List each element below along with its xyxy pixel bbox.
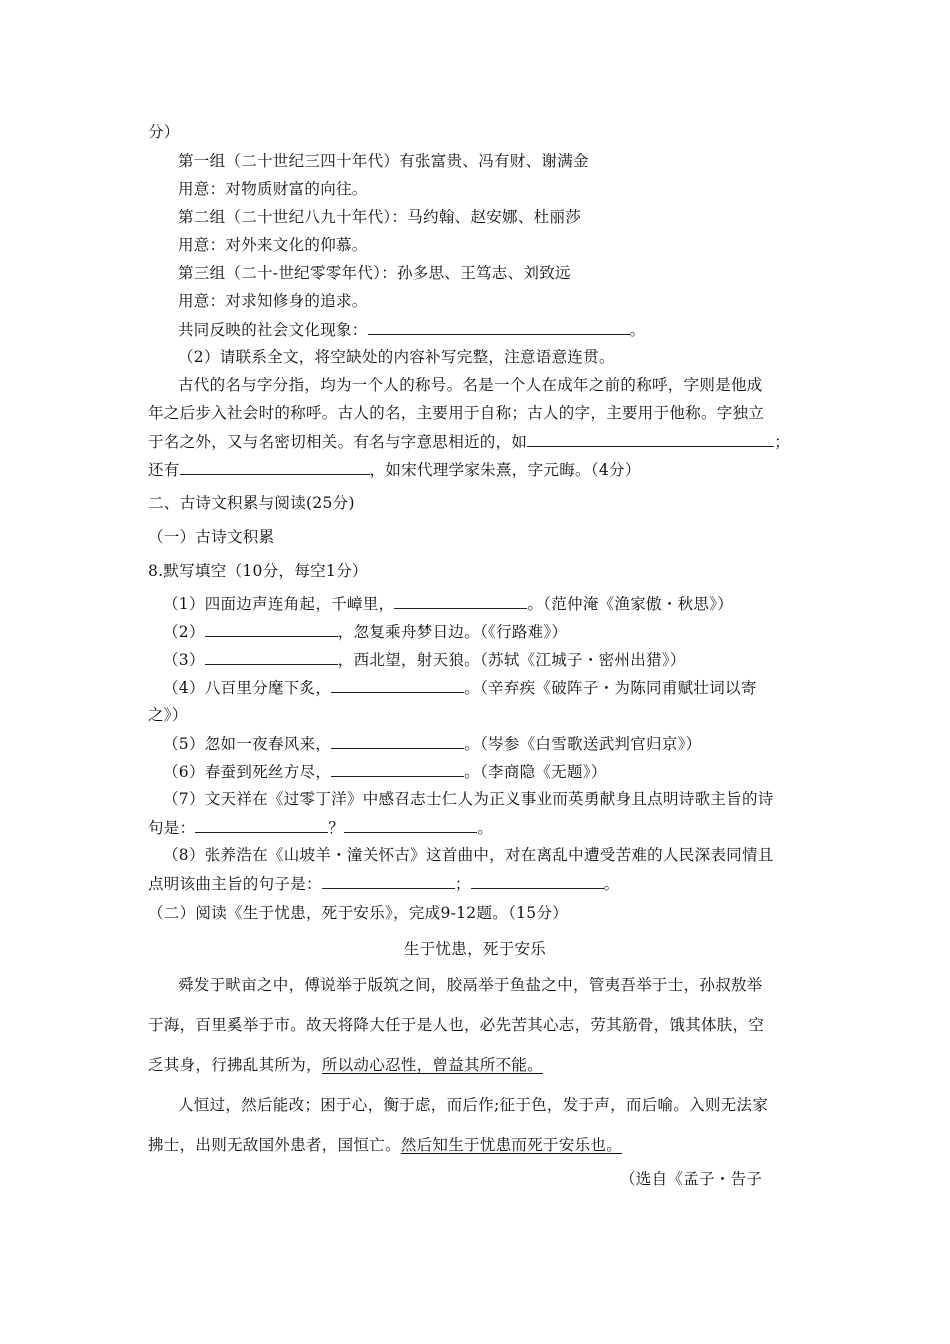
intent3-line: 用意：对求知修身的追求。 — [178, 292, 368, 310]
passage-source: （选自《孟子・告子 — [620, 1170, 763, 1188]
q7-2-prompt: （2）请联系全文，将空缺处的内容补写完整，注意语意连贯。 — [178, 348, 615, 366]
q8-item-5-text: （5）忽如一夜春风来， — [163, 735, 332, 753]
q8-item-8-sep: ； — [454, 875, 471, 893]
q8-item-2-num: （2） — [163, 623, 205, 641]
q8-item-4-cont: 之》） — [148, 706, 188, 724]
q8-item-8-label: 点明该曲主旨的句子是： — [148, 875, 322, 893]
q8-item-3-num: （3） — [163, 651, 205, 669]
q8-item-1-text: （1）四面边声连角起，千嶂里， — [163, 595, 395, 613]
para-line-4-end: ，如宋代理学家朱熹，字元晦。（4分） — [369, 461, 641, 479]
q8-item-7-blank-2[interactable] — [344, 817, 477, 833]
subsection-1-title: （一）古诗文积累 — [148, 528, 275, 546]
q8-item-1-source: 。（范仲淹《渔家傲・秋思》） — [527, 595, 734, 613]
q8-item-8-end: 。 — [603, 875, 620, 893]
q8-item-7-end: 。 — [477, 819, 494, 837]
passage-underlined-1: 所以动心忍性，曾益其所不能。 — [321, 1056, 544, 1074]
para-line-4-start: 还有 — [148, 461, 180, 479]
passage-line-1: 舜发于畎亩之中，傅说举于版筑之间，胶鬲举于鱼盐之中，管夷吾举于士，孙叔敖举 — [178, 976, 763, 994]
q8-item-7: （7）文天祥在《过零丁洋》中感召志士仁人为正义事业而英勇献身且点明诗歌主旨的诗 — [163, 790, 774, 808]
group2-line: 第二组（二十世纪八九十年代）：马约翰、赵安娜、杜丽莎 — [178, 208, 582, 226]
q8-item-4-blank[interactable] — [331, 677, 464, 693]
section-2-title: 二、古诗文积累与阅读(25分) — [148, 494, 355, 512]
opposite-meaning-blank[interactable] — [180, 459, 370, 475]
para-line-3-end: ； — [774, 433, 791, 451]
q8-item-5-source: 。（岑参《白雪歌送武判官归京》） — [464, 735, 702, 753]
passage-title: 生于忧患，死于安乐 — [403, 940, 547, 958]
q8-item-4-text: （4）八百里分麾下炙， — [163, 679, 332, 697]
q8-item-5 — [163, 733, 701, 754]
para-line-3-text: 于名之外，又与名密切相关。有名与字意思相近的，如 — [148, 433, 528, 451]
similar-meaning-blank[interactable] — [527, 431, 774, 447]
common-label: 共同反映的社会文化现象： — [178, 321, 368, 339]
passage-line-2: 于海，百里奚举于市。故天将降大任于是人也，必先苦其心志，劳其筋骨，饿其体肤，空 — [148, 1016, 765, 1034]
passage-line-5-text: 拂士，出则无敌国外患者，国恒亡。 — [148, 1136, 401, 1154]
para-line-4 — [148, 459, 641, 480]
passage-line-3-text: 乏其身，行拂乱其所为， — [148, 1056, 322, 1074]
passage-line-5 — [148, 1135, 622, 1155]
q8-item-5-blank[interactable] — [331, 733, 464, 749]
q8-item-1-blank[interactable] — [394, 593, 527, 609]
q8-item-3 — [163, 649, 686, 670]
passage-line-4: 人恒过，然后能改；困于心，衡于虑，而后作;征于色，发于声，而后喻。入则无法家 — [178, 1096, 769, 1114]
q8-item-7-label: 句是： — [148, 819, 196, 837]
q8-item-6-source: 。（李商隐《无题》） — [464, 763, 607, 781]
q8-item-6 — [163, 761, 607, 782]
common-end: 。 — [629, 321, 646, 339]
para-line-1: 古代的名与字分指，均为一个人的称号。名是一个人在成年之前的称呼，字则是他成 — [178, 376, 763, 394]
q8-item-3-text: ，西北望，射天狼。（苏轼《江城子・密州出猎》） — [337, 651, 686, 669]
q8-item-8-cont — [148, 873, 619, 894]
q8-item-4-source: 。（辛弃疾《破阵子・为陈同甫赋壮词以寄 — [464, 679, 757, 697]
q8-item-3-blank[interactable] — [205, 649, 338, 665]
para-line-2: 年之后步入社会时的称呼。古人的名，主要用于自称；古人的字，主要用于他称。字独立 — [148, 404, 765, 422]
passage-line-3 — [148, 1055, 543, 1075]
q8-item-7-sep: ？ — [328, 819, 345, 837]
q8-item-8: （8）张养浩在《山坡羊・潼关怀古》这首曲中，对在离乱中遭受苦难的人民深表同情且 — [163, 846, 774, 864]
continued-line: 分） — [148, 123, 180, 141]
para-line-3 — [148, 431, 790, 452]
intent2-line: 用意：对外来文化的仰慕。 — [178, 236, 368, 254]
subsection-2-title: （二）阅读《生于忧患，死于安乐》，完成9-12题。（15分） — [148, 904, 569, 922]
group1-line: 第一组（二十世纪三四十年代）有张富贵、冯有财、谢满金 — [178, 152, 589, 170]
q8-item-1 — [163, 593, 733, 614]
q8-item-7-blank-1[interactable] — [195, 817, 328, 833]
common-answer-blank[interactable] — [368, 319, 630, 335]
passage-underlined-2: 然后知生于忧患而死于安乐也。 — [400, 1136, 623, 1154]
q8-item-2-blank[interactable] — [205, 621, 338, 637]
q8-title: 8.默写填空（10分，每空1分） — [148, 562, 368, 580]
q8-item-2-text: ，忽复乘舟梦日边。（《行路难》） — [337, 623, 568, 641]
intent1-line: 用意：对物质财富的向往。 — [178, 180, 368, 198]
common-phenomenon-line — [178, 319, 645, 340]
q8-item-8-blank-2[interactable] — [471, 873, 604, 889]
q8-item-6-text: （6）春蚕到死丝方尽， — [163, 763, 332, 781]
q8-item-4 — [163, 677, 757, 698]
q8-item-8-blank-1[interactable] — [322, 873, 455, 889]
group3-line: 第三组（二十-世纪零零年代）：孙多思、王笃志、刘致远 — [178, 264, 571, 282]
q8-item-6-blank[interactable] — [331, 761, 464, 777]
q8-item-7-cont — [148, 817, 493, 838]
q8-item-2 — [163, 621, 567, 642]
